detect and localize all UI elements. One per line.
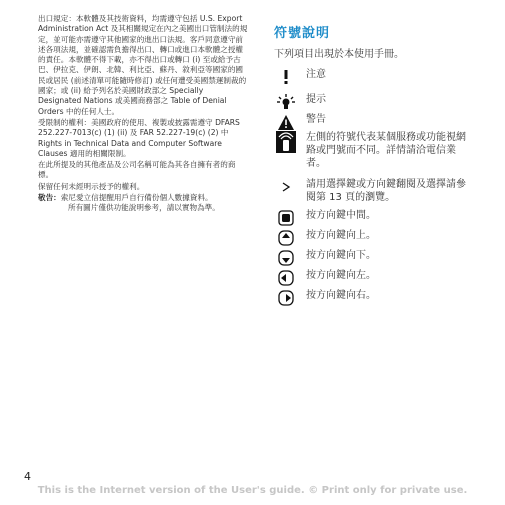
legal-text-column bbox=[38, 14, 248, 215]
arrow-greater-icon bbox=[274, 178, 298, 196]
symbol-text: 注意 bbox=[306, 69, 326, 80]
symbol-text: 按方向鍵中間。 bbox=[306, 210, 376, 221]
symbol-text: 按方向鍵向下。 bbox=[306, 250, 376, 261]
nav-down-icon bbox=[274, 249, 298, 267]
footer-notice: This is the Internet version of the User's guide. © Print only for private use. bbox=[37, 485, 468, 496]
symbol-row-nav-up bbox=[274, 229, 474, 247]
nav-center-icon bbox=[274, 209, 298, 227]
restricted-rights-paragraph: 受限制的權利：美國政府的使用、複製或披露需遵守 DFARS 252.227-7013(c) (1) (ii) 及 FAR 52.227-19(c) (2) 中 Rights in Technical Data and Computer Software Clauses 適用的相關限制。 bbox=[38, 117, 240, 158]
tip-lightbulb-icon bbox=[274, 93, 298, 111]
symbol-row-nav-left bbox=[274, 269, 474, 287]
nav-right-icon bbox=[274, 289, 298, 307]
symbol-row-nav-down bbox=[274, 249, 474, 267]
symbol-row-nav-right bbox=[274, 289, 474, 307]
warning-line-1: 索尼愛立信提醒用戶自行備份個人數據資料。 bbox=[60, 193, 213, 203]
nav-left-icon bbox=[274, 269, 298, 287]
page-number: 4 bbox=[24, 470, 31, 483]
symbol-row-navigate bbox=[274, 178, 474, 204]
export-regulations-paragraph: 出口規定：本軟體及其技術資料，均需遵守包括 U.S. Export Administration Act 及其相關規定在內之美國出口管制法的規定，並可能亦需遵守其他國家的進出口法規。客戶同意遵守前述各項法規，並確認需負擔得出口、轉口或進口本軟體之授權的責任。本軟體不得下載，亦不得出口或轉口 (i) 至或給予古巴、伊拉克、伊朗、北韓、利比亞、蘇丹、敘利亞等國家的國民或居民 (前述清單可能隨時修訂) 或任何遭受美國禁運制裁的國家；或 (ii) 給予列名於美國財政部之 Specially Designated Nations 或美國商務部之 Table of Denial Orders 中的任何人士。 bbox=[38, 14, 248, 116]
section-title: 符號說明 bbox=[274, 26, 331, 41]
rights-reserved-paragraph: 保留任何未經明示授予的權利。 bbox=[38, 181, 145, 191]
symbol-text: 請用選擇鍵或方向鍵翻閱及選擇請參閱第 13 頁的瀏覽。 bbox=[306, 179, 466, 203]
section-intro: 下列項目出現於本使用手冊。 bbox=[274, 49, 404, 60]
symbol-row-operator bbox=[274, 131, 474, 170]
operator-service-icon bbox=[274, 131, 298, 153]
symbol-text: 按方向鍵向上。 bbox=[306, 230, 376, 241]
symbol-text: 警告 bbox=[306, 114, 326, 125]
warning-label: 敬告： bbox=[38, 193, 61, 203]
warning-triangle-icon bbox=[274, 113, 298, 131]
symbols-section bbox=[274, 22, 474, 60]
symbol-text: 按方向鍵向左。 bbox=[306, 270, 376, 281]
warning-line-2: 所有圖片僅供功能說明參考，請以實物為準。 bbox=[68, 203, 220, 213]
exclamation-icon bbox=[274, 68, 298, 86]
symbol-row-tip bbox=[274, 93, 474, 111]
trademarks-paragraph: 在此所提及的其他產品及公司名稱可能為其各自擁有者的商標。 bbox=[38, 160, 236, 180]
nav-up-icon bbox=[274, 229, 298, 247]
symbol-text: 按方向鍵向右。 bbox=[306, 290, 376, 301]
symbol-text: 左側的符號代表某個服務或功能視網路或門號而不同。詳情請洽電信業者。 bbox=[306, 132, 466, 169]
symbol-row-note bbox=[274, 68, 474, 86]
warning-paragraph bbox=[38, 193, 248, 214]
symbol-row-nav-center bbox=[274, 209, 474, 227]
symbol-text: 提示 bbox=[306, 94, 326, 105]
symbol-row-warning bbox=[274, 113, 474, 131]
